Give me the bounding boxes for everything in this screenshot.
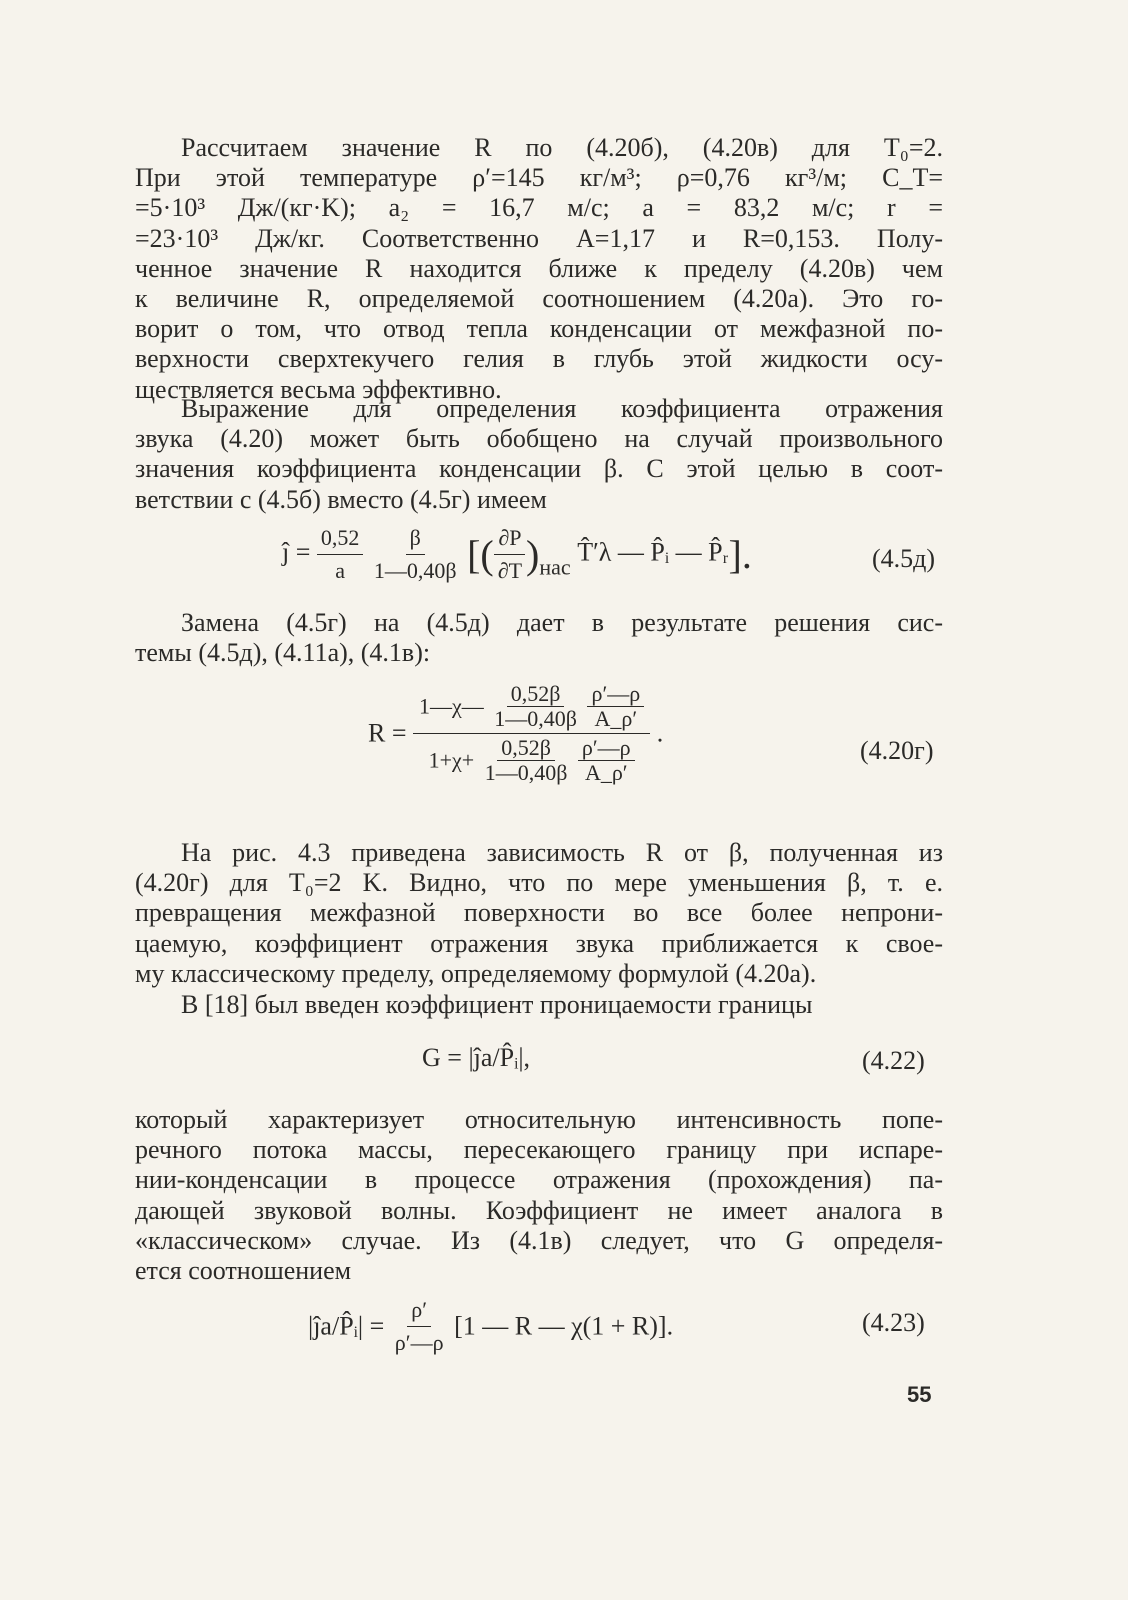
text-line: к величине R, определяемой соотношением (4.20а). Это го- xyxy=(135,284,943,314)
paragraph-5 xyxy=(135,990,943,1020)
text-line: дающей звуковой волны. Коэффициент не имеет аналога в xyxy=(135,1195,943,1225)
text-line: темы (4.5д), (4.11а), (4.1в): xyxy=(135,638,431,668)
paragraph-6 xyxy=(135,1105,943,1286)
text-line: =5·10³ Дж/(кг·K); a₂ = 16,7 м/с; a = 83,2 м/с; r = xyxy=(135,193,943,223)
equation-4-20g: R = 1—χ— $\frac{0,52\beta}{1—0,40\beta}$ $\frac{\rho'—\rho}{A\_\rho'}$ 1+χ+ $\frac{0,52\beta}{1—0,40\beta}$ $\frac{\rho'—\rho}{A\_\rho'}$ . xyxy=(368,681,664,785)
numerator: 1—χ— $\frac{0,52\beta}{1—0,40\beta}$ $\frac{\rho'—\rho}{A\_\rho'}$ xyxy=(413,682,650,734)
text-line: ществляется весьма эффективно. xyxy=(135,374,502,404)
text-line: ветствии с (4.5б) вместо (4.5г) имеем xyxy=(135,484,547,514)
text-line: Рассчитаем значение R по (4.20б), (4.20в) для T₀=2. xyxy=(181,133,943,162)
paragraph-2 xyxy=(135,394,943,515)
text-line: цаемую, коэффициент отражения звука приближается к свое- xyxy=(135,928,943,958)
text-line: Выражение для определения коэффициента отражения xyxy=(181,394,943,423)
text-line: звука (4.20) может быть обобщено на случай произвольного xyxy=(135,424,943,454)
fraction xyxy=(370,522,461,587)
eq-tail: [1 — R — χ(1 + R)]. xyxy=(454,1311,674,1341)
equation-4-23 xyxy=(308,1294,673,1359)
text-line: превращения межфазной поверхности во все более непрони- xyxy=(135,898,943,928)
text-line: =23·10³ Дж/кг. Соответственно A=1,17 и R=0,153. Полу- xyxy=(135,223,943,253)
denominator: ∂T xyxy=(497,558,523,583)
eq-lhs: |ĵa/P̂ᵢ| = xyxy=(308,1311,385,1341)
fraction xyxy=(391,1294,448,1359)
equation-number: (4.22) xyxy=(862,1046,925,1075)
paragraph-1 xyxy=(135,133,943,405)
eq-lhs: ĵ = xyxy=(282,537,311,567)
fraction xyxy=(494,522,526,587)
equation-number: (4.20г) xyxy=(860,736,934,765)
equation-4-22: G = |ĵa/P̂ᵢ|, xyxy=(422,1043,531,1072)
text-line: На рис. 4.3 приведена зависимость R от β, полученная из xyxy=(181,838,943,867)
equation-number: (4.23) xyxy=(862,1308,925,1337)
eq-lhs: R = xyxy=(368,718,407,748)
text-line: При этой температуре ρ′=145 кг/м³; ρ=0,76 кг³/м; C_T= xyxy=(135,163,943,193)
text-line: ется соотношением xyxy=(135,1256,352,1286)
text-line: который характеризует относительную интенсивность попе- xyxy=(135,1105,943,1134)
equation-4-5d: ĵ = $\frac{0,52}{a}$ $\frac{\beta}{1—0,40\beta}$ [( $\frac{\partial P}{\partial T}$ )$_{нас}$ T̂′λ — P̂ᵢ — P̂ᵣ]. xyxy=(282,522,752,587)
denominator: ρ′—ρ xyxy=(394,1330,444,1355)
text-line: ворит о том, что отвод тепла конденсации от межфазной по- xyxy=(135,314,943,344)
main-fraction xyxy=(413,682,650,785)
denominator: a xyxy=(335,558,346,583)
numerator: ∂P xyxy=(494,522,525,555)
text-line: Замена (4.5г) на (4.5д) дает в результате решения сис- xyxy=(181,608,943,637)
numerator: ρ′ xyxy=(407,1294,431,1327)
text-line: нии-конденсации в процессе отражения (прохождения) па- xyxy=(135,1165,943,1195)
text-line: значения коэффициента конденсации β. С этой целью в соот- xyxy=(135,454,943,484)
page-number: 55 xyxy=(907,1382,932,1407)
text-line: верхности сверхтекучего гелия в глубь этой жидкости осу- xyxy=(135,344,943,374)
text-line: В [18] был введен коэффициент проницаемости границы xyxy=(181,990,813,1019)
paragraph-3 xyxy=(135,608,943,668)
text-line: (4.20г) для T₀=2 K. Видно, что по мере уменьшения β, т. е. xyxy=(135,868,943,898)
text-line: речного потока массы, пересекающего границу при испаре- xyxy=(135,1135,943,1165)
denominator: 1—0,40β xyxy=(373,558,457,583)
fraction xyxy=(317,522,364,587)
text-line: «классическом» случае. Из (4.1в) следует, что G определя- xyxy=(135,1225,943,1255)
eq-tail: T̂′λ — P̂ᵢ — P̂ᵣ xyxy=(577,537,729,567)
paragraph-4 xyxy=(135,838,943,989)
subscript: нас xyxy=(539,554,571,580)
text-line: ченное значение R находится ближе к пределу (4.20в) чем xyxy=(135,253,943,283)
denominator: 1+χ+ $\frac{0,52\beta}{1—0,40\beta}$ $\frac{\rho'—\rho}{A\_\rho'}$ xyxy=(423,734,641,785)
text-line: му классическому пределу, определяемому формулой (4.20а). xyxy=(135,958,817,988)
numerator: β xyxy=(406,522,425,555)
numerator: 0,52 xyxy=(317,522,364,555)
equation-number: (4.5д) xyxy=(872,544,936,573)
